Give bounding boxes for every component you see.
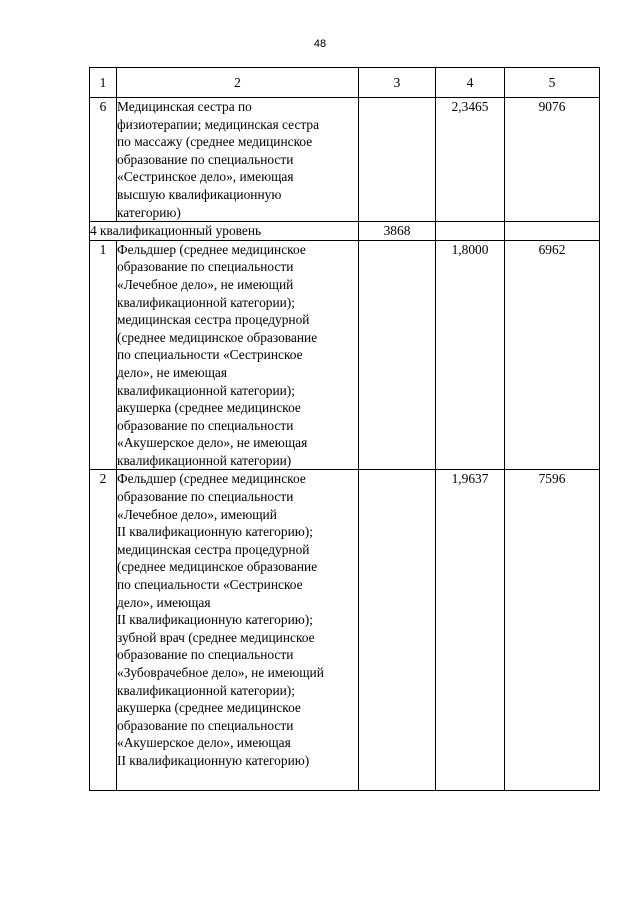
- description-line: медицинская сестра процедурной: [117, 312, 310, 328]
- description-line: Медицинская сестра по: [117, 99, 252, 114]
- description-line: по специальности «Сестринское: [117, 577, 303, 593]
- description-line: образование по специальности: [117, 259, 294, 275]
- position-description: [117, 240, 359, 470]
- section-label: 4 квалификационный уровень: [90, 222, 359, 241]
- row-number: 6: [90, 98, 117, 222]
- description-line: образование по специальности: [117, 417, 294, 433]
- header-row: [90, 68, 600, 98]
- table-row: [90, 470, 600, 790]
- coefficient-cell: 1,8000: [436, 240, 505, 470]
- description-line: по специальности «Сестринское: [117, 347, 303, 363]
- description-line: «Лечебное дело», имеющий: [117, 506, 277, 522]
- description-line: Фельдшер (среднее медицинское: [117, 471, 306, 487]
- description-line: по массажу (среднее медицинское: [117, 134, 313, 150]
- description-line: квалификационной категории): [117, 452, 292, 468]
- description-line: высшую квалификационную: [117, 186, 282, 202]
- header-cell-4: 4: [436, 68, 505, 98]
- description-line: II квалификационную категорию);: [117, 612, 313, 628]
- description-line: дело», имеющая: [117, 594, 211, 610]
- salary-cell: 7596: [505, 470, 600, 790]
- description-line: зубной врач (среднее медицинское: [117, 629, 315, 645]
- description-line: (среднее медицинское образование: [117, 329, 318, 345]
- position-description: [117, 470, 359, 790]
- description-line: «Акушерское дело», не имеющая: [117, 435, 308, 451]
- description-line: образование по специальности: [117, 489, 294, 505]
- description-line: образование по специальности: [117, 647, 294, 663]
- position-description: [117, 98, 359, 222]
- row-number: 1: [90, 240, 117, 470]
- description-line: образование по специальности: [117, 717, 294, 733]
- section-base-salary: 3868: [359, 222, 436, 241]
- table-row: [90, 240, 600, 470]
- column-3-cell: [359, 240, 436, 470]
- header-cell-3: 3: [359, 68, 436, 98]
- description-line: квалификационной категории);: [117, 382, 295, 398]
- column-3-cell: [359, 470, 436, 790]
- description-line: акушерка (среднее медицинское: [117, 400, 301, 416]
- description-line: акушерка (среднее медицинское: [117, 700, 301, 716]
- description-line: квалификационной категории);: [117, 294, 295, 310]
- description-line: образование по специальности: [117, 151, 294, 167]
- section-empty-cell: [505, 222, 600, 241]
- column-3-cell: [359, 98, 436, 222]
- description-line: категорию): [117, 204, 181, 220]
- section-empty-cell: [436, 222, 505, 241]
- description-line: «Акушерское дело», имеющая: [117, 735, 291, 751]
- qualification-table: [89, 67, 600, 791]
- description-line: (среднее медицинское образование: [117, 559, 318, 575]
- header-cell-1: 1: [90, 68, 117, 98]
- description-line: II квалификационную категорию);: [117, 524, 313, 540]
- description-line: «Сестринское дело», имеющая: [117, 169, 294, 185]
- description-line: «Зубоврачебное дело», не имеющий: [117, 665, 324, 680]
- header-cell-2: 2: [117, 68, 359, 98]
- row-number: 2: [90, 470, 117, 790]
- header-cell-5: 5: [505, 68, 600, 98]
- salary-cell: 6962: [505, 240, 600, 470]
- description-line: квалификационной категории);: [117, 682, 295, 698]
- description-line: дело», не имеющая: [117, 364, 227, 380]
- salary-cell: 9076: [505, 98, 600, 222]
- table-row: [90, 98, 600, 222]
- description-line: медицинская сестра процедурной: [117, 541, 310, 557]
- page-number: 48: [313, 38, 327, 50]
- coefficient-cell: 1,9637: [436, 470, 505, 790]
- description-line: физиотерапии; медицинская сестра: [117, 116, 320, 132]
- coefficient-cell: 2,3465: [436, 98, 505, 222]
- description-line: Фельдшер (среднее медицинское: [117, 241, 306, 257]
- section-row: [90, 222, 600, 241]
- description-line: «Лечебное дело», не имеющий: [117, 276, 294, 292]
- description-line: II квалификационную категорию): [117, 752, 310, 768]
